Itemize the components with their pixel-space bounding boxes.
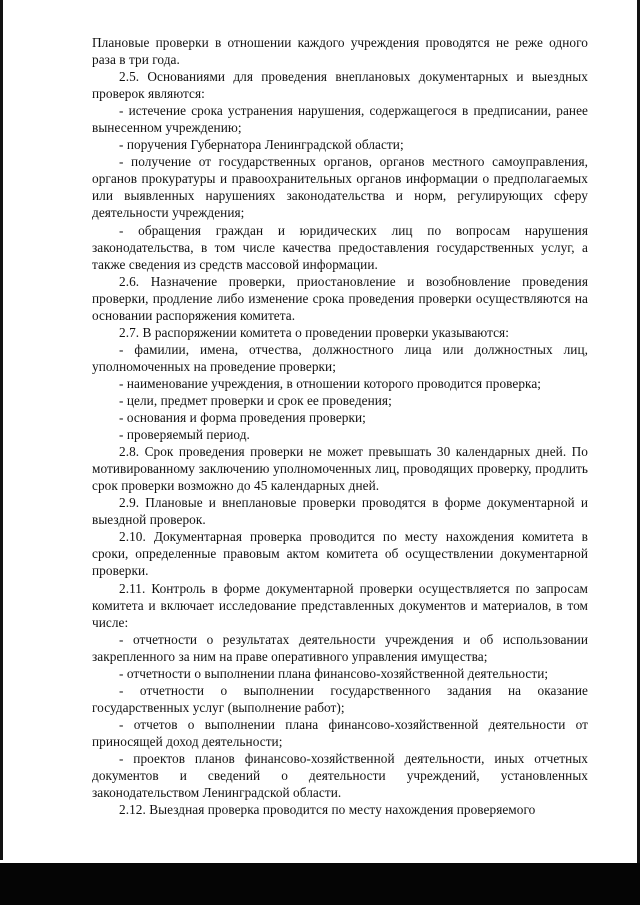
paragraph-2-12: 2.12. Выездная проверка проводится по месту нахождения проверяемого	[119, 802, 536, 818]
paragraph-2-9: 2.9. Плановые и внеплановые проверки проводятся в форме документарной и выездной проверок.	[92, 495, 588, 528]
paragraph-2-11: 2.11. Контроль в форме документарной проверки осуществляется по запросам комитета и включает исследование представленных документов и материалов, в том числе:	[92, 580, 588, 630]
paragraph-planned-checks: Плановые проверки в отношении каждого учреждения проводятся не реже одного раза в три года.	[92, 35, 588, 68]
list-item: - фамилии, имена, отчества, должностного лица или должностных лиц, уполномоченных на проведение проверки;	[92, 341, 588, 374]
list-item: - обращения граждан и юридических лиц по вопросам нарушения законодательства, в том числе качества предоставления государственных услуг, а также сведения из средств массовой информации.	[92, 222, 588, 272]
list-item: - цели, предмет проверки и срок ее проведения;	[119, 392, 392, 408]
list-item: - поручения Губернатора Ленинградской области;	[119, 137, 404, 153]
list-item: - истечение срока устранения нарушения, содержащегося в предписании, ранее вынесенном учреждению;	[92, 103, 588, 136]
list-item: - наименование учреждения, в отношении которого проводится проверка;	[119, 375, 542, 391]
paragraph-2-5: 2.5. Основаниями для проведения внеплановых документарных и выездных проверок являются:	[92, 69, 588, 102]
list-item: - отчетности о выполнении государственного задания на оказание государственных услуг (выполнение работ);	[92, 682, 588, 715]
list-item: - получение от государственных органов, органов местного самоуправления, органов прокуратуры и правоохранительных органов информации о предполагаемых или выявленных нарушениях законодательства и норм, регулирующих сферу деятельности учреждения;	[92, 154, 588, 221]
scan-edge-bottom	[0, 863, 640, 905]
list-item: - проектов планов финансово-хозяйственной деятельности, иных отчетных документов и сведений о деятельности учреждений, установленных законодательством Ленинградской области.	[92, 750, 588, 801]
list-item: - проверяемый период.	[119, 427, 250, 443]
paragraph-2-8: 2.8. Срок проведения проверки не может превышать 30 календарных дней. По мотивированному заключению уполномоченных лиц, проводящих проверку, продлить срок проверки возможно до 45 календарных дней.	[92, 444, 588, 494]
paragraph-2-6: 2.6. Назначение проверки, приостановление и возобновление проведения проверки, продление либо изменение срока проведения проверки осуществляются на основании распоряжения комитета.	[92, 273, 588, 323]
list-item: - основания и форма проведения проверки;	[119, 410, 366, 426]
paragraph-2-7: 2.7. В распоряжении комитета о проведении проверки указываются:	[119, 324, 509, 340]
list-item: - отчетности о результатах деятельности учреждения и об использовании закрепленного за ним на праве оперативного управления имущества;	[92, 631, 588, 664]
scan-edge-left	[0, 0, 3, 860]
list-item: - отчетности о выполнении плана финансово-хозяйственной деятельности;	[119, 665, 549, 681]
document-body	[92, 34, 588, 818]
paragraph-2-10: 2.10. Документарная проверка проводится по месту нахождения комитета в сроки, определенные правовым актом комитета об осуществлении документарной проверки.	[92, 529, 588, 579]
list-item: - отчетов о выполнении плана финансово-хозяйственной деятельности от приносящей доход деятельности;	[92, 716, 588, 749]
